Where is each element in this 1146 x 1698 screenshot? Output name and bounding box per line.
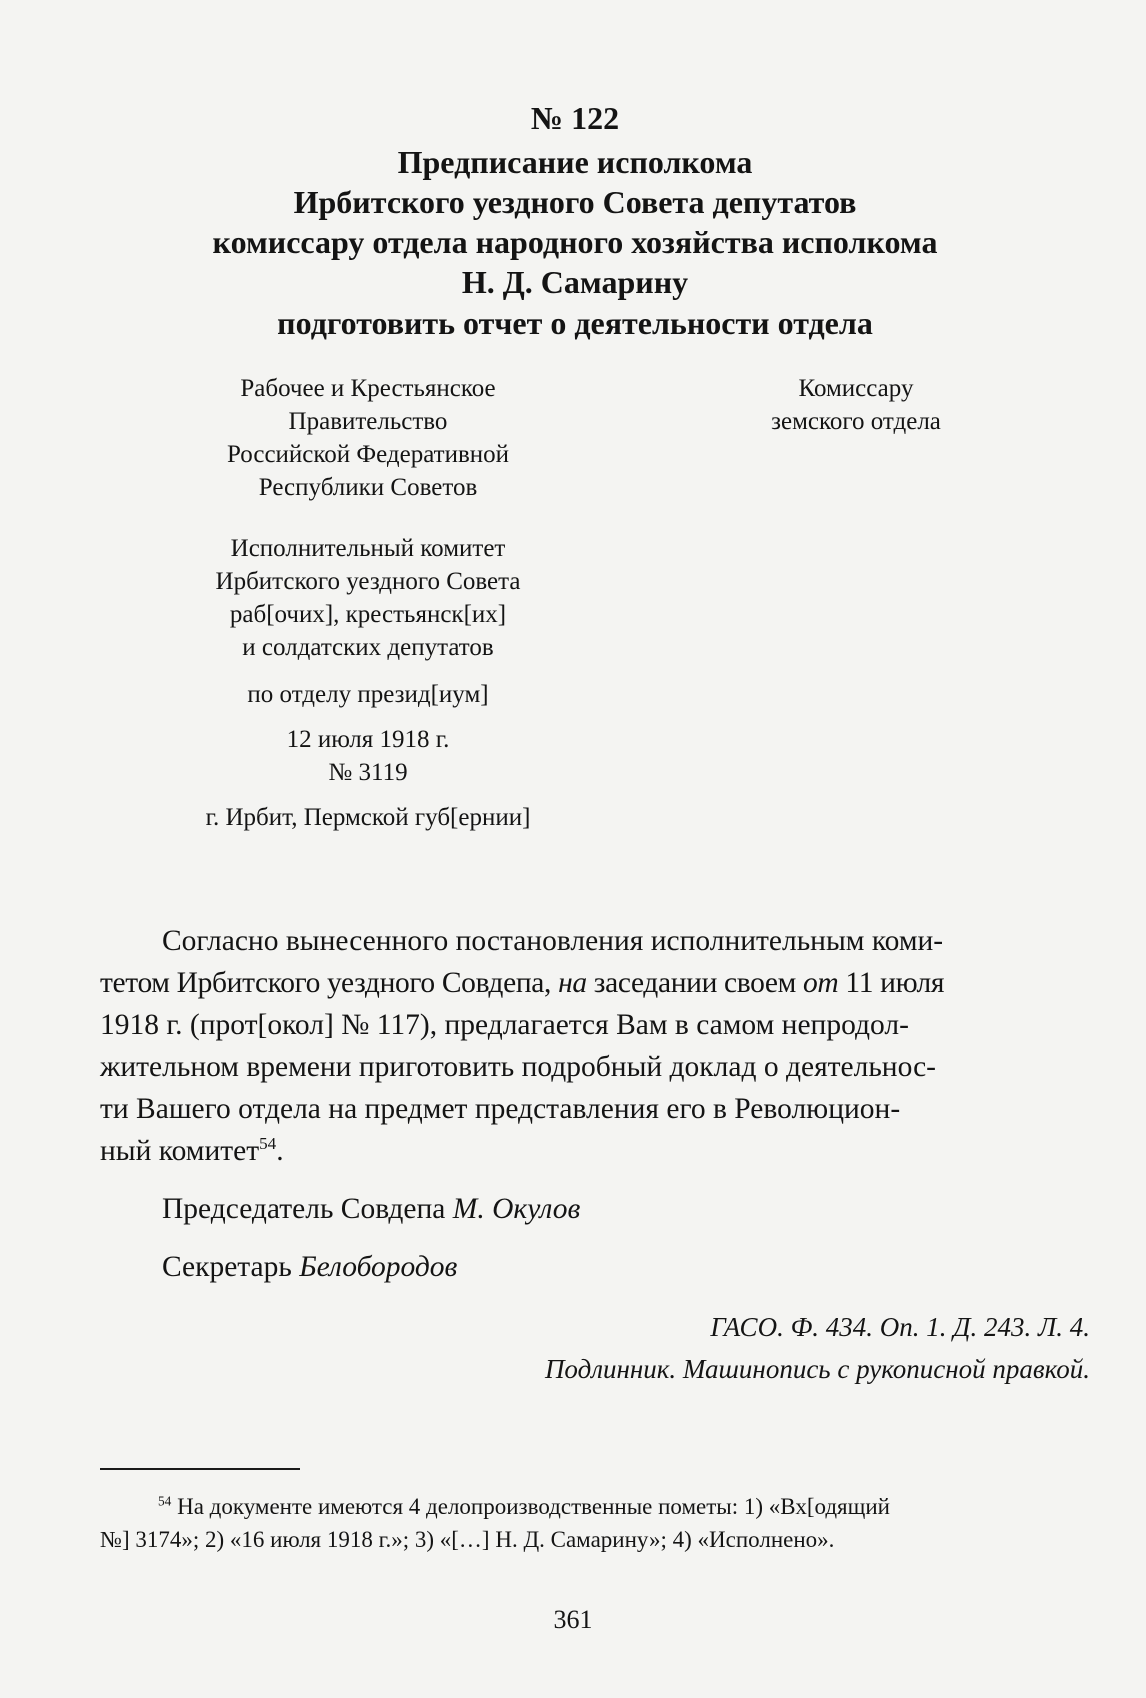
chair-name: М. Окулов <box>452 1193 581 1225</box>
stamp-line: Российской Федеративной <box>226 441 510 468</box>
chair-signature <box>162 1193 580 1226</box>
addressee-line: Комиссару <box>798 375 914 402</box>
body-span: тетом Ирбитского уездного Совдепа, <box>100 967 559 999</box>
body-span: ный комитет <box>100 1135 260 1167</box>
addressee <box>756 372 956 438</box>
body-line <box>100 1130 1090 1172</box>
title-line-3: комиссару отдела народного хозяйства исполкома <box>212 224 938 260</box>
body-line <box>100 962 1090 1004</box>
body-line: ти Вашего отдела на предмет представления его в Революцион- <box>100 1093 901 1125</box>
stamp-line: Республики Советов <box>258 474 478 501</box>
body-italic: на <box>558 967 587 999</box>
stamp-line: по отделу презид[иум] <box>247 681 489 708</box>
archive-note: Подлинник. Машинопись с рукописной правкой. <box>544 1354 1090 1384</box>
footnote <box>100 1490 1090 1556</box>
body-text-cont <box>100 962 1090 1172</box>
stamp-line: Исполнительный комитет <box>230 535 506 562</box>
body-line: Согласно вынесенного постановления исполнительным коми- <box>162 925 944 957</box>
body-text <box>162 920 1090 962</box>
body-italic: от <box>803 967 839 999</box>
title-line-4: Н. Д. Самарину <box>461 264 689 300</box>
document-heading <box>100 100 1050 350</box>
stamp-date: 12 июля 1918 г. <box>286 726 450 753</box>
stamp-line: Рабочее и Крестьянское <box>240 375 496 402</box>
secretary-label: Секретарь <box>162 1251 292 1283</box>
body-span: . <box>276 1135 284 1167</box>
page-number: 361 <box>553 1605 593 1634</box>
body-line: 1918 г. (прот[окол] № 117), предлагается Вам в самом непродол- <box>100 1009 909 1041</box>
title-line-1: Предписание исполкома <box>397 144 753 180</box>
stamp-number: № 3119 <box>328 759 408 786</box>
document-number: № 122 <box>530 100 620 136</box>
body-span: 11 июля <box>838 967 945 999</box>
footnote-text: На документе имеются 4 делопроизводственные пометы: 1) «Вх[одящий <box>171 1494 890 1519</box>
stamp-line: раб[очих], крестьянск[их] <box>229 601 507 628</box>
footnote-number: 54 <box>158 1493 172 1509</box>
stamp-place: г. Ирбит, Пермской губ[ернии] <box>205 804 531 831</box>
stamp-line: Правительство <box>288 408 448 435</box>
archive-reference: ГАСО. Ф. 434. Оп. 1. Д. 243. Л. 4. <box>710 1312 1090 1342</box>
secretary-signature <box>162 1251 457 1284</box>
letterhead-stamp <box>178 372 558 834</box>
stamp-line: и солдатских депутатов <box>242 634 494 661</box>
title-line-2: Ирбитского уездного Совета депутатов <box>293 184 857 220</box>
addressee-line: земского отдела <box>771 408 941 435</box>
stamp-line: Ирбитского уездного Совета <box>215 568 521 595</box>
body-span: заседании своем <box>586 967 804 999</box>
footnote-rule <box>100 1468 300 1470</box>
chair-label: Председатель Совдепа <box>162 1193 446 1225</box>
title-line-5: подготовить отчет о деятельности отдела <box>277 305 873 341</box>
footnote-ref: 54 <box>259 1134 277 1154</box>
body-line: жительном времени приготовить подробный доклад о деятельнос- <box>100 1051 936 1083</box>
footnote-text-cont: №] 3174»; 2) «16 июля 1918 г.»; 3) «[…] Н. Д. Самарину»; 4) «Исполнено». <box>100 1527 835 1552</box>
secretary-name: Белобородов <box>299 1251 458 1283</box>
